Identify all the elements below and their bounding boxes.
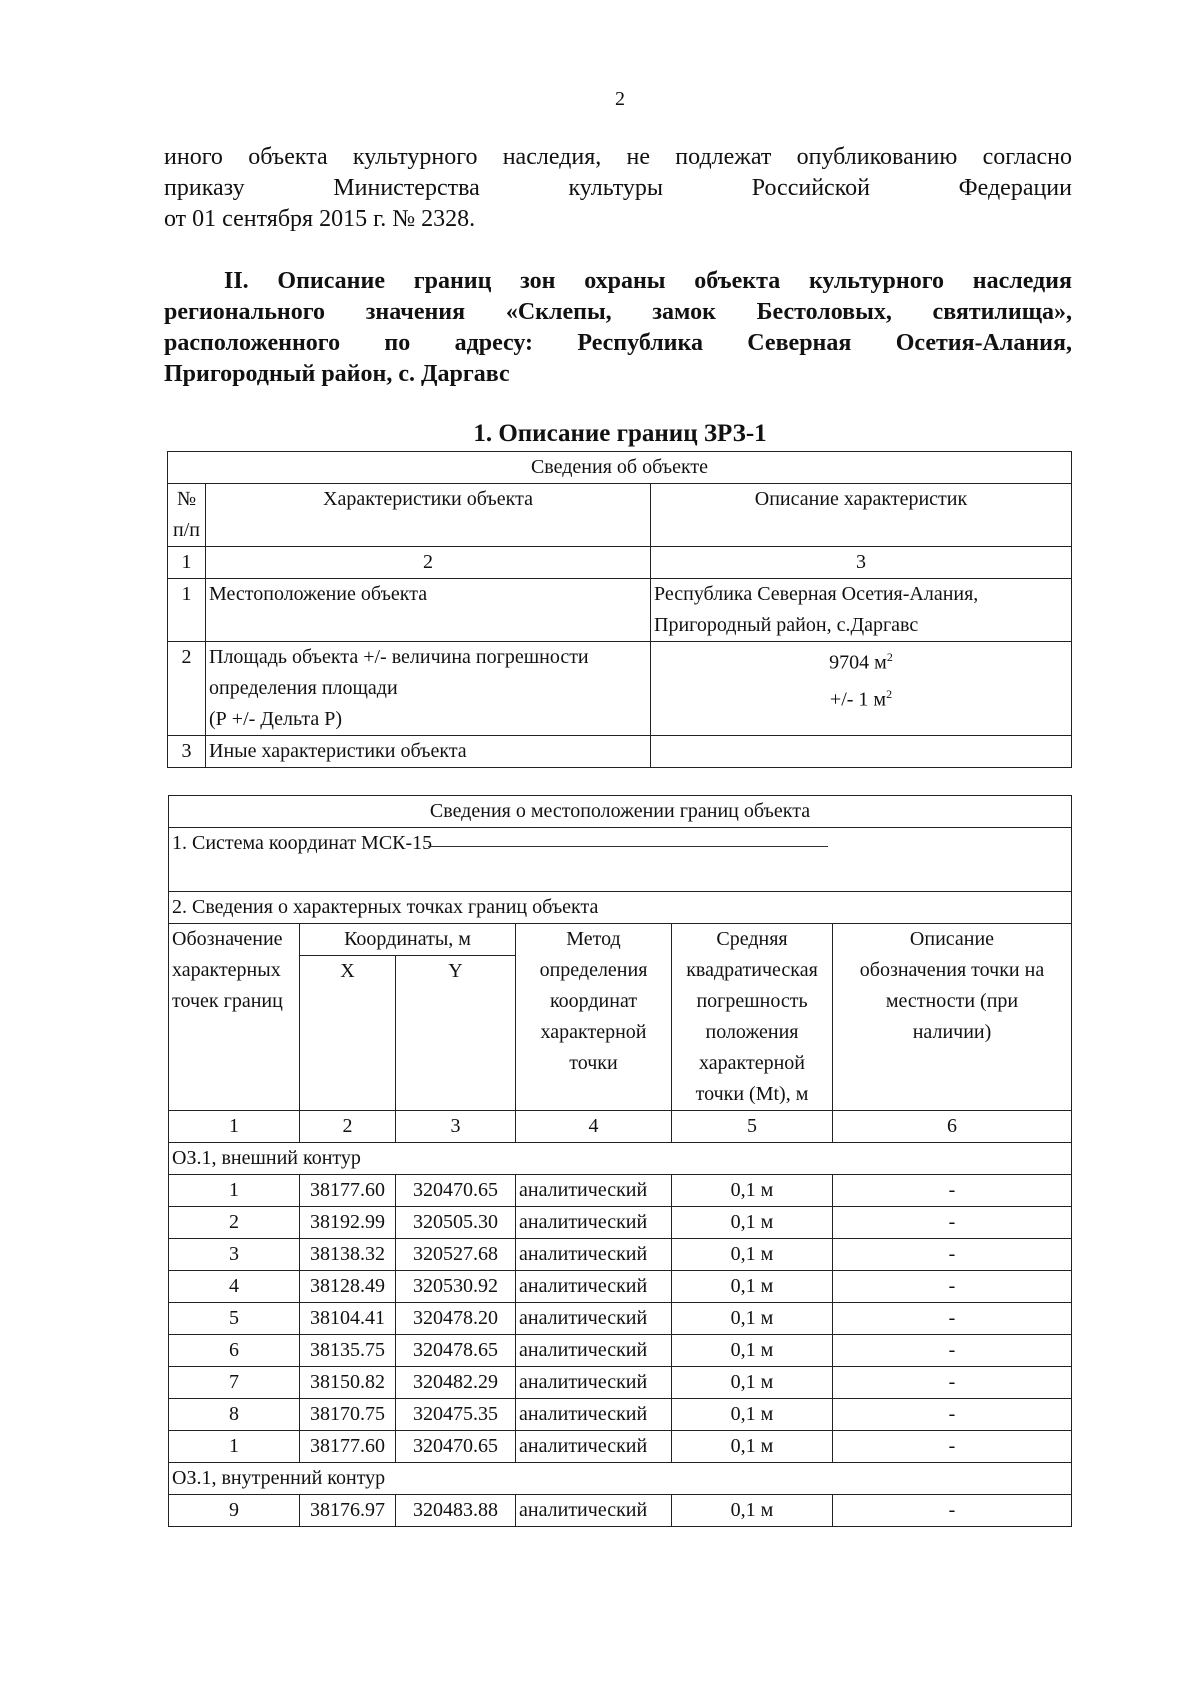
- table-row: [169, 1271, 1072, 1303]
- point-x: 38150.82: [300, 1367, 396, 1399]
- col-number: 2: [206, 547, 651, 579]
- row-num: 3: [168, 736, 206, 768]
- point-x: 38104.41: [300, 1303, 396, 1335]
- row-description: [651, 736, 1072, 768]
- row-description: 9704 $м^2$ +/- 1 $м^2$: [651, 642, 1072, 736]
- point-y: 320475.35: [396, 1399, 516, 1431]
- page-number: 2: [615, 88, 625, 110]
- point-x: 38138.32: [300, 1239, 396, 1271]
- point-id: 9: [169, 1495, 300, 1527]
- point-method: аналитический: [516, 1239, 672, 1271]
- points-body: [169, 1143, 1072, 1527]
- point-method: аналитический: [516, 1431, 672, 1463]
- table-title: Сведения об объекте: [168, 452, 1072, 484]
- row-description: Республика Северная Осетия-Алания, Пригородный район, с.Даргавс: [651, 579, 1072, 642]
- table-row: [169, 1367, 1072, 1399]
- point-x: 38128.49: [300, 1271, 396, 1303]
- col-number: 3: [396, 1111, 516, 1143]
- table-row: [169, 1431, 1072, 1463]
- header-coords: Координаты, м: [300, 924, 516, 956]
- point-description: -: [833, 1303, 1072, 1335]
- point-id: 3: [169, 1239, 300, 1271]
- coord-system: 1. Система координат МСК-15: [169, 828, 1072, 892]
- point-y: 320470.65: [396, 1175, 516, 1207]
- point-method: аналитический: [516, 1271, 672, 1303]
- point-method: аналитический: [516, 1207, 672, 1239]
- point-id: 4: [169, 1271, 300, 1303]
- row-num: 1: [168, 579, 206, 642]
- group-label: ОЗ.1, внутренний контур: [169, 1463, 1072, 1495]
- intro-line: приказу Министерства культуры Российской Федерации: [164, 175, 1072, 201]
- point-error: 0,1 м: [672, 1495, 833, 1527]
- point-y: 320482.29: [396, 1367, 516, 1399]
- point-method: аналитический: [516, 1175, 672, 1207]
- header-method: Метод определения координат характерной точки: [516, 924, 672, 1111]
- boundary-location-table: [168, 795, 1072, 1527]
- table-row: [169, 1335, 1072, 1367]
- intro-line: от 01 сентября 2015 г. № 2328.: [164, 206, 476, 232]
- section-heading-line: регионального значения «Склепы, замок Бестоловых, святилища»,: [164, 299, 1072, 325]
- point-error: 0,1 м: [672, 1207, 833, 1239]
- point-error: 0,1 м: [672, 1303, 833, 1335]
- point-description: -: [833, 1431, 1072, 1463]
- object-info-table: [167, 451, 1072, 768]
- point-id: 2: [169, 1207, 300, 1239]
- col-number: 4: [516, 1111, 672, 1143]
- header-designation: Обозначение характерных точек границ: [169, 924, 300, 1111]
- point-x: 38135.75: [300, 1335, 396, 1367]
- point-y: 320505.30: [396, 1207, 516, 1239]
- header-description: Описание характеристик: [651, 484, 1072, 547]
- point-x: 38170.75: [300, 1399, 396, 1431]
- group-label: ОЗ.1, внешний контур: [169, 1143, 1072, 1175]
- point-method: аналитический: [516, 1335, 672, 1367]
- point-x: 38177.60: [300, 1431, 396, 1463]
- point-y: 320478.65: [396, 1335, 516, 1367]
- header-error: Средняя квадратическая погрешность положения характерной точки (Mt), м: [672, 924, 833, 1111]
- section-heading-line: II. Описание границ зон охраны объекта культурного наследия: [224, 268, 1072, 294]
- table-row: [169, 1495, 1072, 1527]
- point-error: 0,1 м: [672, 1367, 833, 1399]
- point-method: аналитический: [516, 1367, 672, 1399]
- header-characteristics: Характеристики объекта: [206, 484, 651, 547]
- underline: [428, 842, 828, 847]
- section-heading-line: Пригородный район, с. Даргавс: [164, 361, 510, 387]
- point-x: 38177.60: [300, 1175, 396, 1207]
- table-title: Сведения о местоположении границ объекта: [169, 796, 1072, 828]
- point-id: 1: [169, 1175, 300, 1207]
- table-row: [168, 736, 1072, 768]
- point-id: 1: [169, 1431, 300, 1463]
- subsection-title: 1. Описание границ ЗРЗ-1: [473, 420, 767, 447]
- point-error: 0,1 м: [672, 1431, 833, 1463]
- header-num: № п/п: [168, 484, 206, 547]
- section-heading: [164, 266, 1072, 390]
- point-method: аналитический: [516, 1399, 672, 1431]
- point-x: 38176.97: [300, 1495, 396, 1527]
- point-method: аналитический: [516, 1495, 672, 1527]
- point-id: 7: [169, 1367, 300, 1399]
- header-y: Y: [396, 956, 516, 1111]
- col-number: 2: [300, 1111, 396, 1143]
- point-id: 8: [169, 1399, 300, 1431]
- point-error: 0,1 м: [672, 1271, 833, 1303]
- intro-paragraph: [164, 142, 1072, 235]
- header-x: X: [300, 956, 396, 1111]
- point-description: -: [833, 1239, 1072, 1271]
- group-row: [169, 1463, 1072, 1495]
- table-row: [169, 1303, 1072, 1335]
- table-row: [169, 1175, 1072, 1207]
- point-x: 38192.99: [300, 1207, 396, 1239]
- col-number: 1: [168, 547, 206, 579]
- row-characteristic: Местоположение объекта: [206, 579, 651, 642]
- point-description: -: [833, 1335, 1072, 1367]
- point-y: 320530.92: [396, 1271, 516, 1303]
- header-description: Описание обозначения точки на местности (при наличии): [833, 924, 1072, 1111]
- group-row: [169, 1143, 1072, 1175]
- point-error: 0,1 м: [672, 1335, 833, 1367]
- table-row: [169, 1239, 1072, 1271]
- point-description: -: [833, 1367, 1072, 1399]
- table-row: [169, 1207, 1072, 1239]
- points-title: 2. Сведения о характерных точках границ объекта: [169, 892, 1072, 924]
- point-id: 5: [169, 1303, 300, 1335]
- point-description: -: [833, 1271, 1072, 1303]
- col-number: 5: [672, 1111, 833, 1143]
- row-characteristic: Иные характеристики объекта: [206, 736, 651, 768]
- point-id: 6: [169, 1335, 300, 1367]
- point-description: -: [833, 1495, 1072, 1527]
- col-number: 6: [833, 1111, 1072, 1143]
- point-error: 0,1 м: [672, 1399, 833, 1431]
- point-description: -: [833, 1399, 1072, 1431]
- point-error: 0,1 м: [672, 1175, 833, 1207]
- point-method: аналитический: [516, 1303, 672, 1335]
- point-description: -: [833, 1207, 1072, 1239]
- row-num: 2: [168, 642, 206, 736]
- point-y: 320470.65: [396, 1431, 516, 1463]
- section-heading-line: расположенного по адресу: Республика Северная Осетия-Алания,: [164, 330, 1072, 356]
- col-number: 3: [651, 547, 1072, 579]
- point-y: 320478.20: [396, 1303, 516, 1335]
- col-number: 1: [169, 1111, 300, 1143]
- point-error: 0,1 м: [672, 1239, 833, 1271]
- row-characteristic: Площадь объекта +/- величина погрешности определения площади (Р +/- Дельта Р): [206, 642, 651, 736]
- point-y: 320483.88: [396, 1495, 516, 1527]
- intro-line: иного объекта культурного наследия, не подлежат опубликованию согласно: [164, 144, 1072, 170]
- table-row: [168, 642, 1072, 736]
- point-description: -: [833, 1175, 1072, 1207]
- point-y: 320527.68: [396, 1239, 516, 1271]
- table-row: [168, 579, 1072, 642]
- table-row: [169, 1399, 1072, 1431]
